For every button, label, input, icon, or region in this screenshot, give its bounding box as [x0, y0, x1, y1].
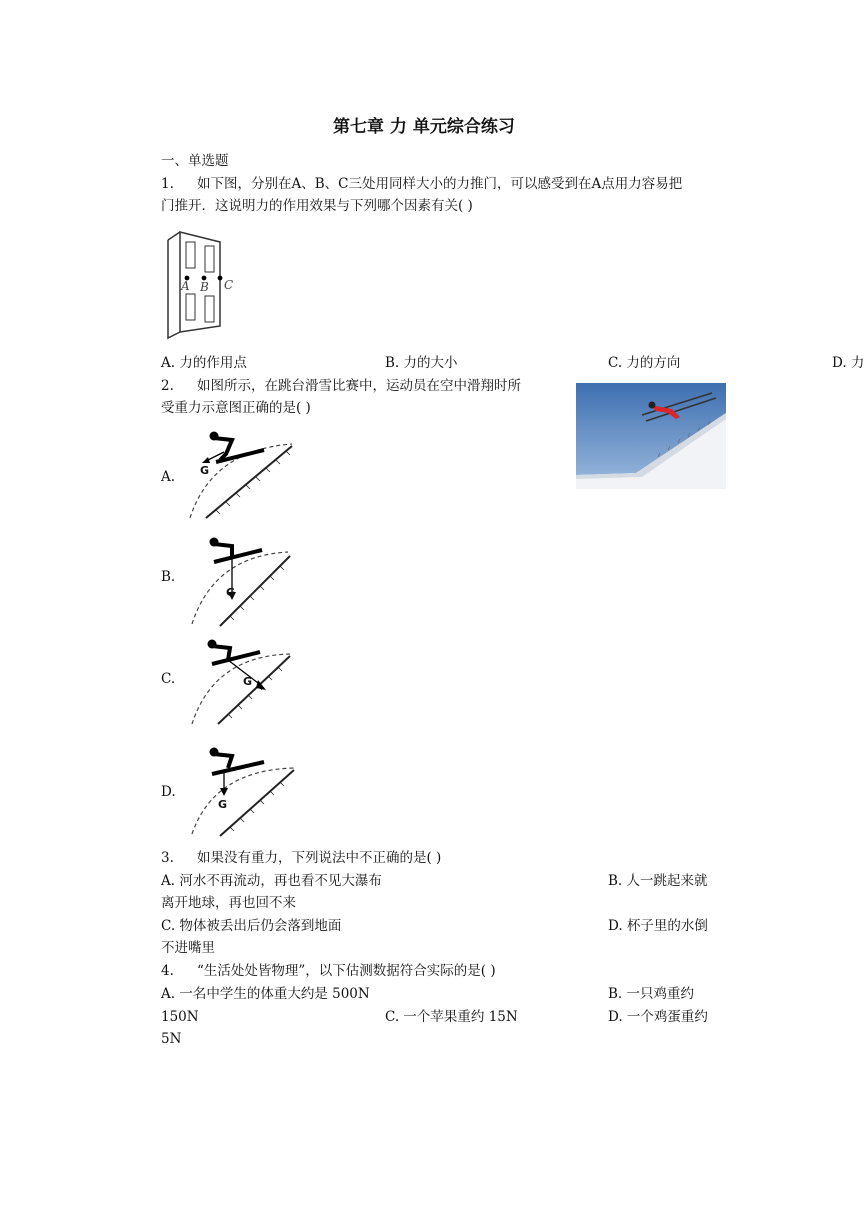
q1-stem-line1: 如下图，分别在A、B、C三处用同样大小的力推门，可以感受到在A点用力容易把 — [197, 176, 683, 192]
q1-stem-line2: 门推开．这说明力的作用效果与下列哪个因素有关( ) — [161, 198, 473, 214]
ski-jump-photo — [576, 383, 726, 489]
door-label-b: B — [200, 280, 209, 294]
q3-number: 3. — [161, 850, 174, 866]
door-label-a: A — [181, 279, 190, 293]
q1-option-d: D. 力 — [832, 355, 864, 371]
q4-option-a: A. 一名中学生的体重大约是 500N — [161, 986, 370, 1002]
q2-figure-d-force-label: G — [218, 798, 228, 811]
q3-option-b: B. 人一跳起来就 — [608, 873, 708, 889]
q3-stem: 如果没有重力，下列说法中不正确的是( ) — [197, 850, 442, 866]
section-heading: 一、单选题 — [161, 153, 229, 169]
q2-option-a-label: A. — [161, 469, 176, 485]
q2-stem-line2: 受重力示意图正确的是( ) — [161, 400, 311, 416]
q3-option-a: A. 河水不再流动，再也看不见大瀑布 — [161, 873, 382, 889]
q1-option-b: B. 力的大小 — [385, 355, 458, 371]
q4-option-b: B. 一只鸡重约 — [608, 986, 695, 1002]
q3-option-d: D. 杯子里的水倒 — [608, 918, 708, 934]
door-label-c: C — [224, 278, 234, 292]
q2-stem-line1: 如图所示，在跳台滑雪比赛中，运动员在空中滑翔时所 — [197, 378, 521, 394]
page-title: 第七章 力 单元综合练习 — [333, 117, 515, 137]
q4-number: 4. — [161, 963, 174, 979]
q1-option-c: C. 力的方向 — [608, 355, 681, 371]
q2-figure-b — [186, 536, 298, 628]
q4-option-b-cont: 150N — [161, 1009, 199, 1025]
q2-option-b-label: B. — [161, 569, 176, 585]
q2-number: 2. — [161, 378, 174, 394]
q3-option-b-cont: 离开地球，再也回不来 — [161, 895, 296, 911]
q4-option-d-cont: 5N — [161, 1031, 182, 1047]
q2-option-c-label: C. — [161, 671, 176, 687]
q2-figure-d — [186, 746, 298, 838]
q4-option-c: C. 一个苹果重约 15N — [385, 1009, 518, 1025]
q4-option-d: D. 一个鸡蛋重约 — [608, 1009, 708, 1025]
q2-figure-b-force-label: G — [226, 586, 236, 599]
q2-figure-a-force-label: G — [200, 464, 210, 477]
q4-stem: “生活处处皆物理”，以下估测数据符合实际的是( ) — [197, 963, 496, 979]
q1-number: 1. — [161, 176, 174, 192]
q2-figure-c-force-label: G — [243, 675, 253, 688]
q1-option-a: A. 力的作用点 — [161, 355, 247, 371]
q3-option-c: C. 物体被丢出后仍会落到地面 — [161, 918, 342, 934]
q2-option-d-label: D. — [161, 784, 176, 800]
q3-option-d-cont: 不进嘴里 — [161, 940, 215, 956]
q2-figure-c — [186, 638, 298, 730]
